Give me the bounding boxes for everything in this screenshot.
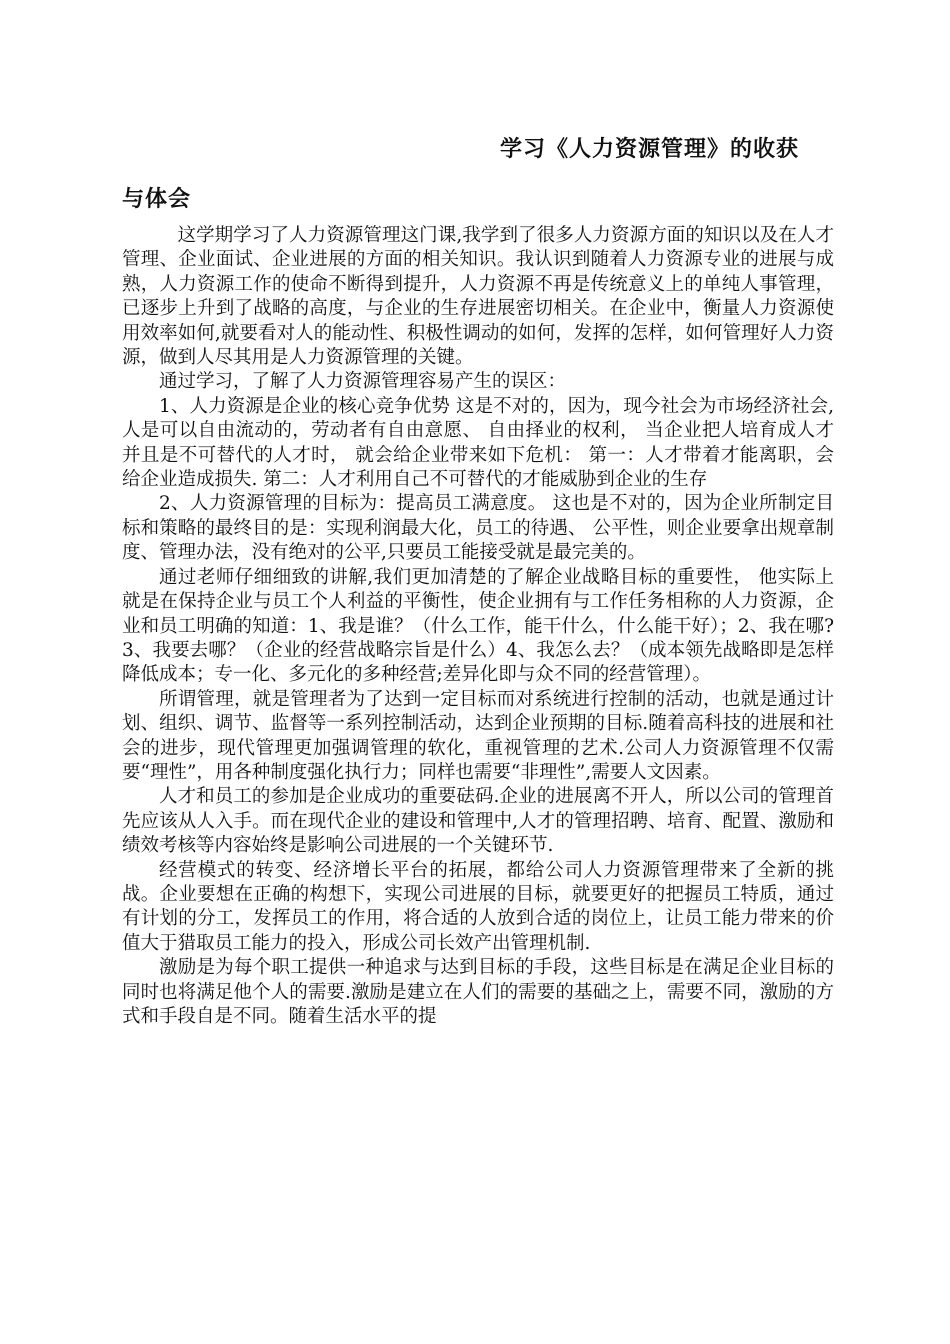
paragraph-management: 所谓管理，就是管理者为了达到一定目标而对系统进行控制的活动，也就是通过计划、组织、调节、监督等一系列控制活动，达到企业预期的目标.随着高科技的进展和社会的进步，现代管理更加强调管理的软化，重视管理的艺术.公司人力资源管理不仅需要“理性”，用各种制度强化执行力；同样也需要“非理性”,需要人文因素。 — [122, 688, 834, 783]
paragraph-motivation: 激励是为每个职工提供一种追求与达到目标的手段，这些目标是在满足企业目标的同时也将满足他个人的需要.激励是建立在人们的需要的基础之上，需要不同，激励的方式和手段自是不同。随着生活水平的提 — [122, 957, 834, 1027]
paragraph-intro: 这学期学习了人力资源管理这门课,我学到了很多人力资源方面的知识以及在人才管理、企业面试、企业进展的方面的相关知识。我认识到随着人力资源专业的进展与成熟，人力资源工作的使命不断得到提升，人力资源不再是传统意义上的单纯人事管理，已逐步上升到了战略的高度，与企业的生存进展密切相关。在企业中，衡量人力资源使用效率如何,就要看对人的能动性、积极性调动的如何，发挥的怎样，如何管理好人力资源，做到人尽其用是人力资源管理的关键。 — [122, 225, 834, 369]
paragraph-talent: 人才和员工的参加是企业成功的重要砝码.企业的进展离不开人，所以公司的管理首先应该从人入手。而在现代企业的建设和管理中,人才的管理招聘、培育、配置、激励和绩效考核等内容始终是影响公司进展的一个关键环节. — [122, 786, 834, 857]
paragraph-strategy: 通过老师仔细细致的讲解,我们更加清楚的了解企业战略目标的重要性， 他实际上就是在保持企业与员工个人利益的平衡性，使企业拥有与工作任务相称的人力资源，企业和员工明确的知道：1、我是谁？（什么工作，能干什么，什么能干好）；2、我在哪?3、我要去哪？（企业的经营战略宗旨是什么）4、我怎么去？（成本领先战略即是怎样降低成本；专一化、多元化的多种经营;差异化即与众不同的经营管理）。 — [122, 566, 834, 686]
paragraph-business-model: 经营模式的转变、经济增长平台的拓展，都给公司人力资源管理带来了全新的挑战。企业要想在正确的构想下，实现公司进展的目标，就要更好的把握员工特质，通过有计划的分工，发挥员工的作用，将合适的人放到合适的岗位上，让员工能力带来的价值大于猎取员工能力的投入，形成公司长效产出管理机制. — [122, 859, 834, 954]
document-title-continued: 与体会 — [122, 187, 192, 212]
document-title: 学习《人力资源管理》的收获 — [500, 137, 800, 162]
paragraph-misconception-2: 2、人力资源管理的目标为：提高员工满意度。 这也是不对的，因为企业所制定目标和策略的最终目的是：实现利润最大化，员工的待遇、 公平性，则企业要拿出规章制度、管理办法，没有绝对的公平,只要员工能接受就是最完美的。 — [122, 493, 834, 564]
document-body — [122, 224, 834, 1029]
paragraph-misconceptions-lead: 通过学习，了解了人力资源管理容易产生的误区： — [159, 371, 567, 393]
paragraph-misconception-1: 1、人力资源是企业的核心竞争优势 这是不对的，因为，现今社会为市场经济社会,人是可以自由流动的，劳动者有自由意愿、 自由择业的权利， 当企业把人培育成人才并且是不可替代的人才时， 就会给企业带来如下危机： 第一：人才带着才能离职，会给企业造成损失. 第二：人才利用自己不可替代的才能威胁到企业的生存 — [122, 395, 834, 491]
